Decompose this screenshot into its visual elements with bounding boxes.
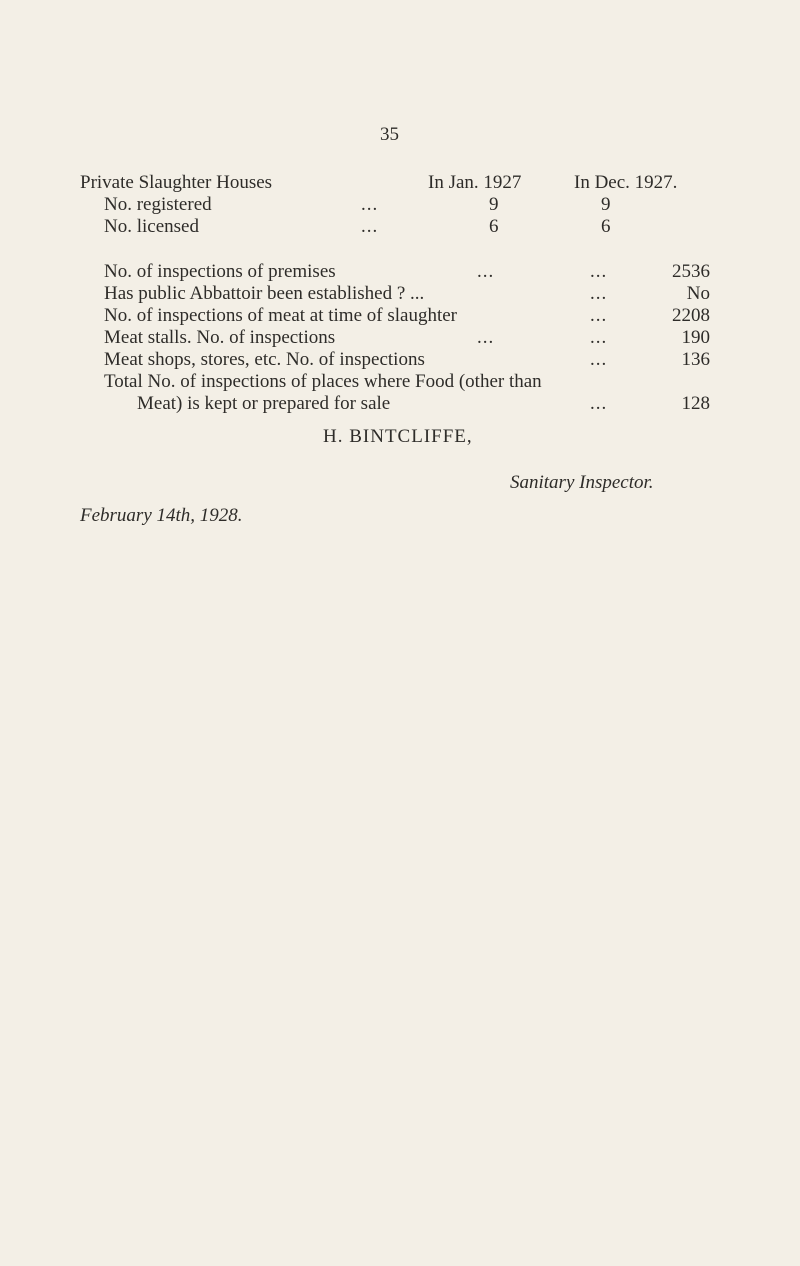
leader-dots: ... [590,393,608,414]
inspection-value: 190 [681,327,710,348]
signature-name: H. BINTCLIFFE, [323,426,473,447]
leader-dots: ... [590,305,608,326]
inspection-label: Meat stalls. No. of inspections [104,327,336,348]
inspection-value: 128 [681,393,710,414]
row-label: No. licensed [104,216,199,237]
signature-title: Sanitary Inspector. [510,472,654,493]
leader-dots: ... [590,283,608,304]
leader-dots: ... [361,194,379,215]
leader-dots: ... [477,261,495,282]
inspection-label-continued: Meat) is kept or prepared for sale [137,393,391,414]
leader-dots: ... [361,216,379,237]
row-label: No. registered [104,194,212,215]
value-jan: 6 [489,216,499,237]
inspection-value: 2208 [672,305,710,326]
value-dec: 9 [601,194,611,215]
value-jan: 9 [489,194,499,215]
inspection-label: Total No. of inspections of places where Food (other than [104,371,542,392]
column-header-jan: In Jan. 1927 [428,172,522,193]
inspection-value: No [686,283,710,304]
inspection-label: Meat shops, stores, etc. No. of inspections [104,349,425,370]
slaughter-houses-heading: Private Slaughter Houses [80,172,273,193]
leader-dots: ... [590,261,608,282]
leader-dots: ... [590,349,608,370]
value-dec: 6 [601,216,611,237]
inspection-label: Has public Abbattoir been established ? ... [104,283,425,304]
inspection-value: 2536 [672,261,710,282]
date: February 14th, 1928. [80,505,243,526]
leader-dots: ... [477,327,495,348]
inspection-label: No. of inspections of premises [104,261,336,282]
page-number: 35 [380,124,399,145]
inspection-label: No. of inspections of meat at time of slaughter [104,305,457,326]
leader-dots: ... [590,327,608,348]
inspection-value: 136 [681,349,710,370]
column-header-dec: In Dec. 1927. [574,172,678,193]
